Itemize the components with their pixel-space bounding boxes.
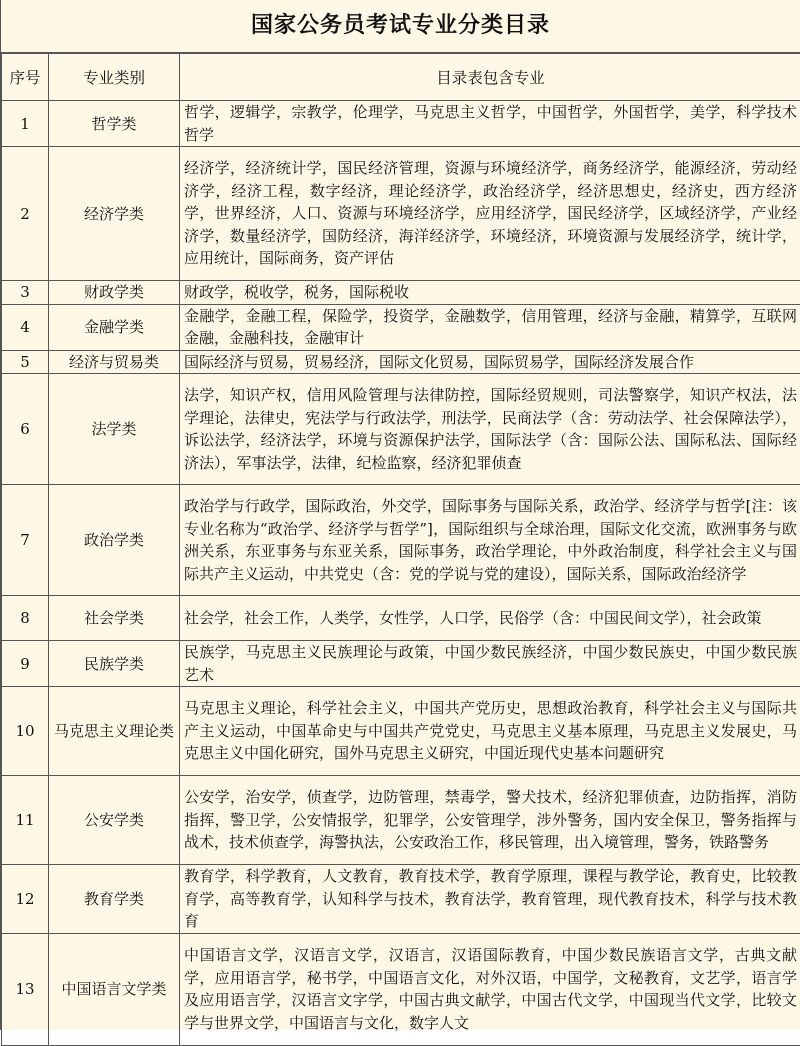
page-title: 国家公务员考试专业分类目录 — [1, 0, 800, 53]
header-included-majors: 目录表包含专业 — [180, 54, 800, 101]
table-row — [2, 281, 800, 305]
major-catalog-table — [1, 53, 800, 1046]
row-category: 经济与贸易类 — [49, 350, 180, 374]
row-number: 3 — [2, 281, 49, 305]
row-majors: 法学，知识产权，信用风险管理与法律防控，国际经贸规则，司法警察学，知识产权法，法学理论，法律史，宪法学与行政法学，刑法学，民商法学（含：劳动法学、社会保障法学），诉讼法学，经济法学，环境与资源保护法学，国际法学（含：国际公法、国际私法、国际经济法），军事法学，法律，纪检监察，经济犯罪侦查 — [180, 374, 800, 485]
row-majors: 教育学，科学教育，人文教育，教育技术学，教育学原理，课程与教学论，教育史，比较教育学，高等教育学，认知科学与技术，教育法学，教育管理，现代教育技术，科学与技术教育 — [180, 865, 800, 934]
row-majors: 马克思主义理论，科学社会主义，中国共产党历史，思想政治教育，科学社会主义与国际共产主义运动，中国革命史与中国共产党党史，马克思主义基本原理，马克思主义发展史，马克思主义中国化研究，国外马克思主义研究，中国近现代史基本问题研究 — [180, 687, 800, 776]
row-number: 7 — [2, 485, 49, 596]
header-major-category: 专业类别 — [49, 54, 180, 101]
table-row — [2, 776, 800, 865]
row-number: 2 — [2, 147, 49, 281]
row-category: 哲学类 — [49, 101, 180, 147]
table-row — [2, 485, 800, 596]
row-majors: 经济学，经济统计学，国民经济管理，资源与环境经济学，商务经济学，能源经济，劳动经济学，经济工程，数字经济，理论经济学，政治经济学，经济思想史，经济史，西方经济学，世界经济，人口、资源与环境经济学，应用经济学，国民经济学，区域经济学，产业经济学，数量经济学，国防经济，海洋经济学，环境经济，环境资源与发展经济学，统计学，应用统计，国际商务，资产评估 — [180, 147, 800, 281]
table-row — [2, 304, 800, 350]
row-majors: 民族学，马克思主义民族理论与政策，中国少数民族经济，中国少数民族史，中国少数民族艺术 — [180, 641, 800, 687]
table-row — [2, 101, 800, 147]
table-row — [2, 641, 800, 687]
row-majors: 中国语言文学，汉语言文学，汉语言，汉语国际教育，中国少数民族语言文学，古典文献学，应用语言学，秘书学，中国语言文化，对外汉语，中国学，文秘教育，文艺学，语言学及应用语言学，汉语言文字学，中国古典文献学，中国古代文学，中国现当代文学，比较文学与世界文学，中国语言与文化，数字人文 — [180, 933, 800, 1045]
row-number: 9 — [2, 641, 49, 687]
row-majors: 哲学，逻辑学，宗教学，伦理学，马克思主义哲学，中国哲学，外国哲学，美学，科学技术哲学 — [180, 101, 800, 147]
row-number: 12 — [2, 865, 49, 934]
row-majors: 公安学，治安学，侦查学，边防管理，禁毒学，警犬技术，经济犯罪侦查，边防指挥，消防指挥，警卫学，公安情报学，犯罪学，公安管理学，涉外警务，国内安全保卫，警务指挥与战术，技术侦查学，海警执法，公安政治工作，移民管理，出入境管理，警务，铁路警务 — [180, 776, 800, 865]
row-number: 1 — [2, 101, 49, 147]
table-row — [2, 596, 800, 641]
row-majors: 财政学，税收学，税务，国际税收 — [180, 281, 800, 305]
row-number: 11 — [2, 776, 49, 865]
row-majors: 政治学与行政学，国际政治，外交学，国际事务与国际关系，政治学、经济学与哲学[注：该专业名称为“政治学、经济学与哲学”]，国际组织与全球治理，国际文化交流，欧洲事务与欧洲关系，东亚事务与东亚关系，国际事务，政治学理论，中外政治制度，科学社会主义与国际共产主义运动，中共党史（含：党的学说与党的建设），国际关系，国际政治经济学 — [180, 485, 800, 596]
table-row — [2, 147, 800, 281]
table-row — [2, 374, 800, 485]
row-category: 法学类 — [49, 374, 180, 485]
row-category: 民族学类 — [49, 641, 180, 687]
table-row — [2, 687, 800, 776]
row-number: 10 — [2, 687, 49, 776]
row-majors: 国际经济与贸易，贸易经济，国际文化贸易，国际贸易学，国际经济发展合作 — [180, 350, 800, 374]
row-majors: 社会学，社会工作，人类学，女性学，人口学，民俗学（含：中国民间文学），社会政策 — [180, 596, 800, 641]
row-category: 财政学类 — [49, 281, 180, 305]
table-row — [2, 865, 800, 934]
row-number: 4 — [2, 304, 49, 350]
row-number: 6 — [2, 374, 49, 485]
row-category: 中国语言文学类 — [49, 933, 180, 1045]
row-majors: 金融学，金融工程，保险学，投资学，金融数学，信用管理，经济与金融，精算学，互联网金融，金融科技，金融审计 — [180, 304, 800, 350]
row-category: 公安学类 — [49, 776, 180, 865]
row-category: 教育学类 — [49, 865, 180, 934]
row-number: 8 — [2, 596, 49, 641]
row-number: 5 — [2, 350, 49, 374]
row-category: 政治学类 — [49, 485, 180, 596]
row-category: 马克思主义理论类 — [49, 687, 180, 776]
row-category: 经济学类 — [49, 147, 180, 281]
table-row — [2, 350, 800, 374]
row-category: 社会学类 — [49, 596, 180, 641]
table-header-row — [2, 54, 800, 101]
row-number: 13 — [2, 933, 49, 1045]
row-category: 金融学类 — [49, 304, 180, 350]
table-row — [2, 933, 800, 1045]
header-serial-number: 序号 — [2, 54, 49, 101]
